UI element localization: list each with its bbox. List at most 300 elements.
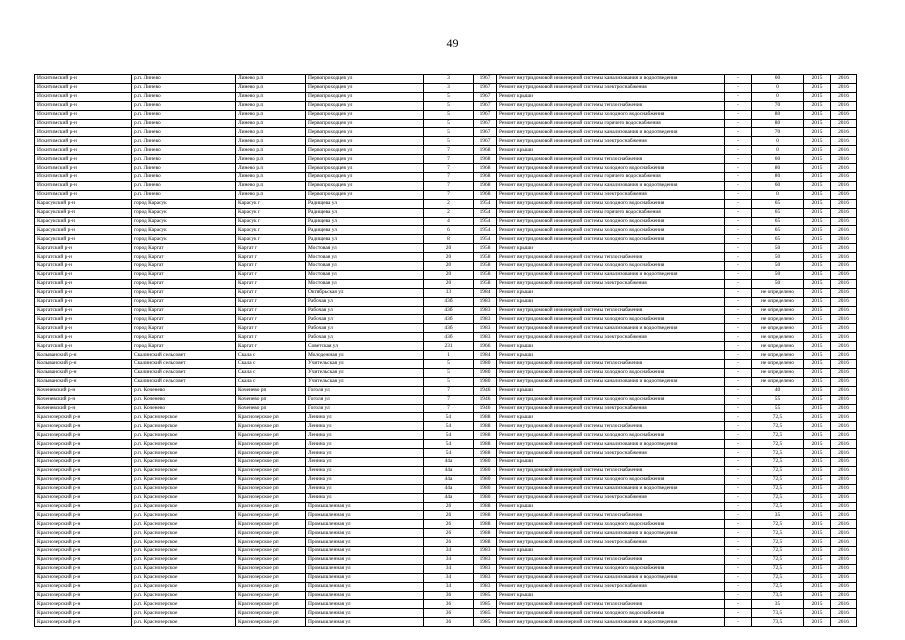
cell-cost: 72,5	[752, 502, 804, 511]
cell-locality: Линево р.п	[236, 164, 306, 173]
cell-unit: -	[725, 146, 752, 155]
cell-cost: 60	[752, 181, 804, 190]
cell-unit: -	[725, 360, 752, 369]
cell-locality: Линево р.п	[236, 75, 306, 84]
cell-year_from: 2015	[804, 83, 831, 92]
cell-district: Краснозерский р-н	[35, 600, 132, 609]
cell-district: Искитимский р-н	[35, 181, 132, 190]
cell-unit: -	[725, 440, 752, 449]
table-row	[35, 324, 857, 333]
cell-year_to: 2016	[831, 253, 857, 262]
cell-locality: Скала с	[236, 377, 306, 386]
cell-year_to: 2016	[831, 591, 857, 600]
cell-settlement: Скалинский сельсовет	[132, 351, 236, 360]
cell-locality: Скала с	[236, 368, 306, 377]
cell-work: Ремонт крыши	[497, 92, 725, 101]
cell-work: Ремонт крыши	[497, 297, 725, 306]
cell-settlement: город Каргат	[132, 270, 236, 279]
cell-district: Краснозерский р-н	[35, 555, 132, 564]
cell-locality: Карасук г	[236, 199, 306, 208]
cell-district: Каргатский р-н	[35, 262, 132, 271]
cell-work: Ремонт внутридомовой инженерной системы электроснабжения	[497, 137, 725, 146]
cell-cost: 55	[752, 404, 804, 413]
cell-unit: -	[725, 279, 752, 288]
cell-district: Краснозерский р-н	[35, 538, 132, 547]
cell-unit: -	[725, 564, 752, 573]
cell-year_from: 2015	[804, 315, 831, 324]
cell-house: 43б	[424, 297, 474, 306]
cell-street: Первопроходцев ул	[306, 101, 424, 110]
cell-locality: Карасук г	[236, 226, 306, 235]
cell-district: Карасукский р-н	[35, 226, 132, 235]
cell-year_to: 2016	[831, 190, 857, 199]
cell-year: 1968	[474, 181, 497, 190]
cell-work: Ремонт крыши	[497, 591, 725, 600]
cell-street: Ленина ул	[306, 466, 424, 475]
cell-settlement: город Каргат	[132, 306, 236, 315]
cell-locality: Краснозерское рп	[236, 538, 306, 547]
cell-settlement: р.п. Краснозерское	[132, 440, 236, 449]
cell-street: Первопроходцев ул	[306, 137, 424, 146]
cell-house: 34	[424, 573, 474, 582]
cell-year: 1988	[474, 449, 497, 458]
cell-year_to: 2016	[831, 208, 857, 217]
cell-year_from: 2015	[804, 92, 831, 101]
table-row	[35, 342, 857, 351]
table-row	[35, 547, 857, 556]
cell-year: 1954	[474, 226, 497, 235]
cell-year: 1983	[474, 333, 497, 342]
cell-year_to: 2016	[831, 110, 857, 119]
cell-unit: -	[725, 493, 752, 502]
cell-year: 1954	[474, 217, 497, 226]
cell-unit: -	[725, 324, 752, 333]
cell-year: 1983	[474, 315, 497, 324]
cell-settlement: Скалинский сельсовет	[132, 377, 236, 386]
cell-locality: Краснозерское рп	[236, 484, 306, 493]
cell-street: Мостовая ул	[306, 262, 424, 271]
cell-work: Ремонт внутридомовой инженерной системы электроснабжения	[497, 83, 725, 92]
cell-district: Краснозерский р-н	[35, 618, 132, 627]
cell-work: Ремонт внутридомовой инженерной системы канализования и водоотведения	[497, 440, 725, 449]
cell-year_to: 2016	[831, 83, 857, 92]
cell-settlement: город Каргат	[132, 288, 236, 297]
table-row	[35, 368, 857, 377]
cell-year: 1967	[474, 128, 497, 137]
cell-unit: -	[725, 368, 752, 377]
cell-locality: Краснозерское рп	[236, 529, 306, 538]
table-row	[35, 351, 857, 360]
cell-district: Каргатский р-н	[35, 244, 132, 253]
cell-district: Каргатский р-н	[35, 342, 132, 351]
cell-year_to: 2016	[831, 101, 857, 110]
cell-year_to: 2016	[831, 217, 857, 226]
cell-locality: Скала с	[236, 360, 306, 369]
table-row	[35, 119, 857, 128]
table-row	[35, 110, 857, 119]
cell-year_to: 2016	[831, 529, 857, 538]
cell-work: Ремонт внутридомовой инженерной системы холодного водоснабжения	[497, 520, 725, 529]
cell-district: Искитимский р-н	[35, 92, 132, 101]
table-row	[35, 573, 857, 582]
cell-year_from: 2015	[804, 137, 831, 146]
cell-year: 1983	[474, 573, 497, 582]
cell-cost: 72,5	[752, 529, 804, 538]
cell-settlement: р.п. Линево	[132, 101, 236, 110]
cell-cost: 0	[752, 83, 804, 92]
cell-settlement: р.п. Краснозерское	[132, 511, 236, 520]
cell-year_to: 2016	[831, 342, 857, 351]
table-row	[35, 360, 857, 369]
cell-year_to: 2016	[831, 609, 857, 618]
cell-settlement: р.п. Краснозерское	[132, 564, 236, 573]
cell-district: Каргатский р-н	[35, 279, 132, 288]
cell-year_from: 2015	[804, 449, 831, 458]
cell-locality: Краснозерское рп	[236, 573, 306, 582]
cell-street: Учительская ул	[306, 377, 424, 386]
cell-street: Молодежная ул	[306, 351, 424, 360]
cell-settlement: город Каргат	[132, 315, 236, 324]
cell-work: Ремонт внутридомовой инженерной системы канализования и водоотведения	[497, 377, 725, 386]
cell-locality: Краснозерское рп	[236, 609, 306, 618]
cell-settlement: Скалинский сельсовет	[132, 368, 236, 377]
cell-district: Искитимский р-н	[35, 146, 132, 155]
table-row	[35, 609, 857, 618]
cell-street: Первопроходцев ул	[306, 110, 424, 119]
cell-year: 1967	[474, 110, 497, 119]
table-row	[35, 395, 857, 404]
cell-unit: -	[725, 190, 752, 199]
table-row	[35, 244, 857, 253]
cell-year_to: 2016	[831, 262, 857, 271]
cell-house: 34	[424, 555, 474, 564]
cell-work: Ремонт внутридомовой инженерной системы холодного водоснабжения	[497, 262, 725, 271]
cell-year: 1988	[474, 422, 497, 431]
cell-year: 1980	[474, 360, 497, 369]
cell-house: 54	[424, 422, 474, 431]
cell-street: Промышленная ул	[306, 511, 424, 520]
cell-work: Ремонт крыши	[497, 457, 725, 466]
cell-unit: -	[725, 386, 752, 395]
cell-cost: 50	[752, 279, 804, 288]
cell-year: 1968	[474, 172, 497, 181]
table-row	[35, 520, 857, 529]
cell-street: Промышленная ул	[306, 538, 424, 547]
cell-year: 1983	[474, 324, 497, 333]
cell-district: Колыванский р-н	[35, 351, 132, 360]
cell-year_from: 2015	[804, 164, 831, 173]
cell-year_to: 2016	[831, 324, 857, 333]
cell-year: 1968	[474, 155, 497, 164]
cell-work: Ремонт внутридомовой инженерной системы электроснабжения	[497, 582, 725, 591]
cell-house: 5	[424, 368, 474, 377]
cell-settlement: р.п. Краснозерское	[132, 618, 236, 627]
cell-year_from: 2015	[804, 368, 831, 377]
cell-house: 54	[424, 431, 474, 440]
cell-house: 7	[424, 155, 474, 164]
cell-locality: Каргат г	[236, 288, 306, 297]
cell-unit: -	[725, 110, 752, 119]
cell-year_to: 2016	[831, 440, 857, 449]
cell-cost: 72,5	[752, 564, 804, 573]
cell-year_from: 2015	[804, 511, 831, 520]
cell-work: Ремонт внутридомовой инженерной системы холодного водоснабжения	[497, 395, 725, 404]
table-row	[35, 502, 857, 511]
cell-year: 1980	[474, 377, 497, 386]
cell-settlement: р.п. Краснозерское	[132, 573, 236, 582]
cell-house: 44а	[424, 484, 474, 493]
cell-street: Первопроходцев ул	[306, 172, 424, 181]
cell-work: Ремонт внутридомовой инженерной системы электроснабжения	[497, 279, 725, 288]
cell-house: 8	[424, 235, 474, 244]
cell-cost: 72,5	[752, 520, 804, 529]
table-row	[35, 555, 857, 564]
cell-street: Ленина ул	[306, 440, 424, 449]
cell-settlement: город Карасук	[132, 235, 236, 244]
cell-cost: 73,5	[752, 591, 804, 600]
cell-locality: Линево р.п	[236, 172, 306, 181]
cell-street: Ленина ул	[306, 431, 424, 440]
cell-house: 3	[424, 75, 474, 84]
cell-street: Гоголя ул	[306, 404, 424, 413]
table-row	[35, 306, 857, 315]
cell-street: Промышленная ул	[306, 582, 424, 591]
cell-district: Коченевский р-н	[35, 404, 132, 413]
cell-settlement: р.п. Краснозерское	[132, 422, 236, 431]
cell-locality: Каргат г	[236, 279, 306, 288]
cell-cost: 72,5	[752, 440, 804, 449]
table-row	[35, 146, 857, 155]
cell-work: Ремонт внутридомовой инженерной системы канализования и водоотведения	[497, 128, 725, 137]
cell-unit: -	[725, 600, 752, 609]
cell-locality: Краснозерское рп	[236, 440, 306, 449]
cell-locality: Линево р.п	[236, 83, 306, 92]
cell-street: Промышленная ул	[306, 591, 424, 600]
cell-cost: 65	[752, 217, 804, 226]
cell-year_to: 2016	[831, 386, 857, 395]
table-row	[35, 190, 857, 199]
cell-settlement: город Каргат	[132, 342, 236, 351]
cell-locality: Линево р.п	[236, 155, 306, 164]
cell-cost: не определено	[752, 306, 804, 315]
cell-year_from: 2015	[804, 110, 831, 119]
cell-house: 5	[424, 377, 474, 386]
cell-year: 1988	[474, 538, 497, 547]
cell-work: Ремонт внутридомовой инженерной системы холодного водоснабжения	[497, 226, 725, 235]
table-row	[35, 538, 857, 547]
cell-street: Первопроходцев ул	[306, 155, 424, 164]
cell-settlement: город Карасук	[132, 226, 236, 235]
cell-street: Мостовая ул	[306, 270, 424, 279]
cell-year_to: 2016	[831, 155, 857, 164]
cell-unit: -	[725, 466, 752, 475]
cell-settlement: город Каргат	[132, 279, 236, 288]
cell-year_to: 2016	[831, 128, 857, 137]
cell-cost: не определено	[752, 360, 804, 369]
cell-year_from: 2015	[804, 502, 831, 511]
cell-house: 20	[424, 279, 474, 288]
cell-house: 44а	[424, 475, 474, 484]
cell-house: 20	[424, 253, 474, 262]
cell-year_from: 2015	[804, 395, 831, 404]
cell-settlement: р.п. Краснозерское	[132, 466, 236, 475]
cell-cost: 60	[752, 155, 804, 164]
cell-street: Промышленная ул	[306, 502, 424, 511]
cell-year: 1988	[474, 431, 497, 440]
cell-unit: -	[725, 244, 752, 253]
cell-unit: -	[725, 155, 752, 164]
cell-district: Искитимский р-н	[35, 190, 132, 199]
cell-work: Ремонт крыши	[497, 244, 725, 253]
cell-year_from: 2015	[804, 555, 831, 564]
cell-year: 1958	[474, 244, 497, 253]
cell-house: 7	[424, 164, 474, 173]
cell-year: 1980	[474, 368, 497, 377]
cell-street: Ленина ул	[306, 493, 424, 502]
cell-unit: -	[725, 235, 752, 244]
cell-cost: 0	[752, 190, 804, 199]
cell-locality: Линево р.п	[236, 190, 306, 199]
cell-year_from: 2015	[804, 600, 831, 609]
table-row	[35, 101, 857, 110]
cell-locality: Каргат г	[236, 270, 306, 279]
cell-house: 5	[424, 101, 474, 110]
cell-year_to: 2016	[831, 582, 857, 591]
cell-settlement: город Каргат	[132, 297, 236, 306]
cell-unit: -	[725, 83, 752, 92]
table-row	[35, 164, 857, 173]
table-row	[35, 172, 857, 181]
cell-year_from: 2015	[804, 484, 831, 493]
cell-district: Карасукский р-н	[35, 217, 132, 226]
cell-street: Учительская ул	[306, 360, 424, 369]
cell-year_from: 2015	[804, 466, 831, 475]
cell-year_from: 2015	[804, 75, 831, 84]
cell-year_from: 2015	[804, 618, 831, 627]
cell-house: 26	[424, 511, 474, 520]
cell-district: Коченевский р-н	[35, 386, 132, 395]
cell-cost: не определено	[752, 297, 804, 306]
cell-house: 26	[424, 520, 474, 529]
cell-cost: не определено	[752, 333, 804, 342]
cell-unit: -	[725, 128, 752, 137]
cell-year_to: 2016	[831, 164, 857, 173]
cell-unit: -	[725, 475, 752, 484]
cell-settlement: р.п. Краснозерское	[132, 413, 236, 422]
cell-locality: Линево р.п	[236, 137, 306, 146]
cell-unit: -	[725, 92, 752, 101]
cell-unit: -	[725, 288, 752, 297]
cell-work: Ремонт внутридомовой инженерной системы холодного водоснабжения	[497, 609, 725, 618]
cell-settlement: р.п. Краснозерское	[132, 431, 236, 440]
cell-locality: Краснозерское рп	[236, 600, 306, 609]
cell-house: 7	[424, 172, 474, 181]
cell-unit: -	[725, 582, 752, 591]
cell-year: 1983	[474, 297, 497, 306]
cell-locality: Каргат г	[236, 262, 306, 271]
cell-house: 5	[424, 119, 474, 128]
cell-unit: -	[725, 502, 752, 511]
cell-locality: Каргат г	[236, 342, 306, 351]
cell-year: 1958	[474, 253, 497, 262]
cell-year_to: 2016	[831, 368, 857, 377]
cell-house: 43б	[424, 306, 474, 315]
cell-unit: -	[725, 137, 752, 146]
cell-unit: -	[725, 591, 752, 600]
cell-cost: 70	[752, 128, 804, 137]
cell-street: Рабочая ул	[306, 315, 424, 324]
cell-street: Мостовая ул	[306, 253, 424, 262]
cell-street: Промышленная ул	[306, 520, 424, 529]
cell-year_to: 2016	[831, 351, 857, 360]
cell-settlement: р.п. Линево	[132, 172, 236, 181]
table-row	[35, 591, 857, 600]
cell-street: Радищева ул	[306, 208, 424, 217]
cell-cost: 65	[752, 199, 804, 208]
cell-district: Искитимский р-н	[35, 155, 132, 164]
cell-street: Первопроходцев ул	[306, 146, 424, 155]
cell-year: 1968	[474, 146, 497, 155]
cell-district: Краснозерский р-н	[35, 413, 132, 422]
cell-year_from: 2015	[804, 235, 831, 244]
cell-unit: -	[725, 484, 752, 493]
cell-unit: -	[725, 618, 752, 627]
cell-year_from: 2015	[804, 564, 831, 573]
cell-unit: -	[725, 573, 752, 582]
cell-year_from: 2015	[804, 440, 831, 449]
cell-year_from: 2015	[804, 493, 831, 502]
cell-year_to: 2016	[831, 199, 857, 208]
cell-street: Рабочая ул	[306, 297, 424, 306]
cell-year_to: 2016	[831, 520, 857, 529]
cell-unit: -	[725, 609, 752, 618]
cell-district: Краснозерский р-н	[35, 591, 132, 600]
cell-year: 1983	[474, 582, 497, 591]
cell-locality: Каргат г	[236, 315, 306, 324]
cell-street: Первопроходцев ул	[306, 75, 424, 84]
cell-work: Ремонт внутридомовой инженерной системы горячего водоснабжения	[497, 172, 725, 181]
cell-house: 44а	[424, 457, 474, 466]
cell-house: 5	[424, 92, 474, 101]
cell-cost: 65	[752, 235, 804, 244]
cell-cost: 72,5	[752, 422, 804, 431]
cell-street: Ленина ул	[306, 449, 424, 458]
cell-year_from: 2015	[804, 457, 831, 466]
cell-year_to: 2016	[831, 279, 857, 288]
cell-year: 1980	[474, 466, 497, 475]
cell-year_from: 2015	[804, 253, 831, 262]
cell-unit: -	[725, 538, 752, 547]
cell-cost: 72,5	[752, 493, 804, 502]
cell-year_from: 2015	[804, 324, 831, 333]
cell-year: 1984	[474, 351, 497, 360]
cell-cost: 72,5	[752, 582, 804, 591]
cell-year: 1984	[474, 288, 497, 297]
cell-cost: 0	[752, 146, 804, 155]
cell-cost: не определено	[752, 324, 804, 333]
cell-district: Краснозерский р-н	[35, 475, 132, 484]
cell-district: Искитимский р-н	[35, 75, 132, 84]
cell-settlement: р.п. Линево	[132, 146, 236, 155]
cell-year_to: 2016	[831, 404, 857, 413]
cell-year: 1988	[474, 413, 497, 422]
cell-district: Краснозерский р-н	[35, 547, 132, 556]
cell-district: Каргатский р-н	[35, 270, 132, 279]
cell-district: Краснозерский р-н	[35, 440, 132, 449]
cell-locality: Скала с	[236, 351, 306, 360]
cell-work: Ремонт внутридомовой инженерной системы холодного водоснабжения	[497, 235, 725, 244]
cell-street: Октябрьская ул	[306, 288, 424, 297]
